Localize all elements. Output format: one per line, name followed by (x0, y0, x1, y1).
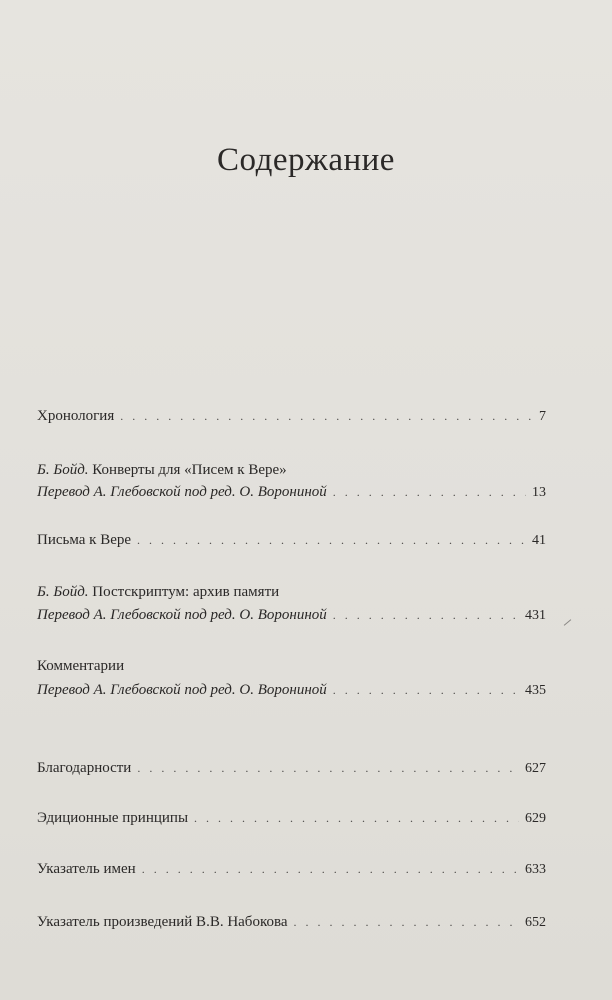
toc-entry-name-index[interactable] (37, 861, 546, 878)
dot-leader (333, 485, 526, 500)
pencil-mark (564, 619, 572, 626)
toc-entry-label: Эдиционные принципы (37, 810, 189, 826)
toc-entry-label: Хронология (37, 408, 115, 424)
toc-entry-commentary[interactable] (37, 682, 546, 699)
toc-entry-editorial-principles[interactable] (37, 810, 546, 827)
toc-page-number: 627 (525, 761, 546, 776)
dot-leader (333, 608, 519, 623)
toc-entry-acknowledgements[interactable] (37, 760, 546, 777)
toc-entry-label: Перевод А. Глебовской под ред. О. Ворониной (37, 682, 327, 698)
toc-entry-label: Перевод А. Глебовской под ред. О. Ворониной (37, 484, 327, 500)
toc-entry-label: Перевод А. Глебовской под ред. О. Ворониной (37, 607, 327, 623)
toc-page-number: 13 (532, 485, 546, 500)
toc-page-number: 652 (525, 915, 546, 930)
toc-entry-heading (37, 462, 287, 479)
toc-entry-chronology[interactable] (37, 408, 546, 425)
toc-entry-label: Благодарности (37, 760, 132, 776)
toc-page-number: 629 (525, 811, 546, 826)
toc-entry-label: Указатель имен (37, 861, 136, 877)
toc-page-number: 7 (539, 409, 546, 424)
dot-leader (137, 761, 519, 776)
toc-page-number: 41 (532, 533, 546, 548)
dot-leader (294, 915, 519, 930)
toc-entry-heading: Комментарии (37, 658, 125, 674)
page-title: Содержание (217, 142, 395, 178)
toc-author: Б. Бойд. (37, 584, 89, 600)
toc-page-number: 431 (525, 608, 546, 623)
dot-leader (194, 811, 519, 826)
toc-entry-label: Письма к Вере (37, 532, 132, 548)
toc-heading-text: Конверты для «Писем к Вере» (88, 462, 287, 478)
toc-entry-envelopes[interactable] (37, 484, 546, 501)
toc-page-number: 633 (525, 862, 546, 877)
toc-heading-text: Постскриптум: архив памяти (88, 584, 280, 600)
toc-entry-label: Указатель произведений В.В. Набокова (37, 914, 288, 930)
dot-leader (333, 683, 519, 698)
toc-page-number: 435 (525, 683, 546, 698)
toc-entry-postscript[interactable] (37, 607, 546, 624)
dot-leader (120, 409, 533, 424)
dot-leader (137, 533, 526, 548)
dot-leader (142, 862, 519, 877)
toc-entry-letters[interactable] (37, 532, 546, 549)
toc-entry-heading (37, 584, 279, 601)
toc-entry-works-index[interactable] (37, 914, 546, 931)
toc-author: Б. Бойд. (37, 462, 89, 478)
